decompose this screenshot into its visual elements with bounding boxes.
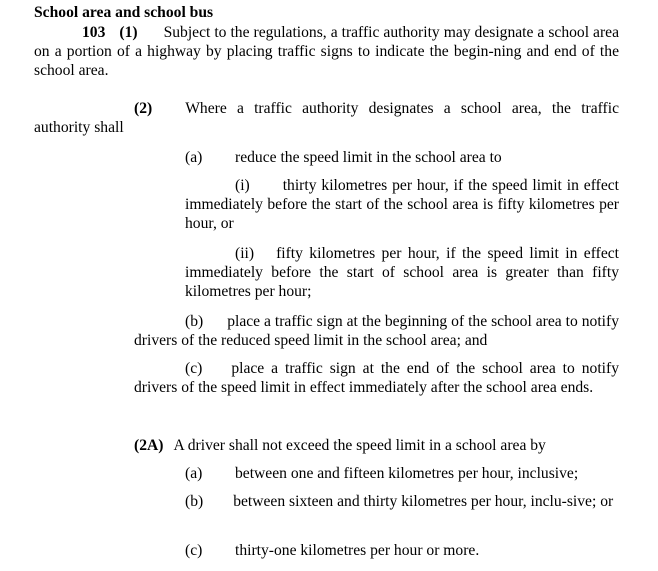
subparagraph-2a-ii-text: fifty kilometres per hour, if the speed limit in effect immediately before the start of school area is greater than fifty kilometres per hour; xyxy=(185,245,619,301)
paragraph-2A-c-text: thirty-one kilometres per hour or more. xyxy=(235,542,480,559)
subsection-2 xyxy=(34,99,619,137)
subsection-1 xyxy=(34,23,619,81)
paragraph-2b-text: place a traffic sign at the beginning of the school area to notify drivers of the reduced speed limit in the school area; and xyxy=(134,313,619,350)
paragraph-2c-label: (c) xyxy=(185,360,203,377)
subsection-1-text: Subject to the regulations, a traffic authority may designate a school area on a portion of a highway by placing traffic signs to indicate the begin-ning and end of the school area. xyxy=(34,24,619,80)
paragraph-2A-b-text: between sixteen and thirty kilometres per hour, inclu-sive; or xyxy=(233,493,614,510)
paragraph-2A-a-label: (a) xyxy=(185,465,203,482)
paragraph-2A-c-label: (c) xyxy=(185,542,203,559)
subsection-1-number: (1) xyxy=(119,24,138,41)
paragraph-2a-text: reduce the speed limit in the school area to xyxy=(235,149,502,166)
subsection-2A-intro: A driver shall not exceed the speed limit in a school area by xyxy=(173,437,546,454)
subparagraph-2a-ii-label: (ii) xyxy=(235,245,255,262)
paragraph-2A-a-text: between one and fifteen kilometres per hour, inclusive; xyxy=(235,465,579,482)
section-number: 103 xyxy=(82,24,106,41)
paragraph-2c xyxy=(134,359,619,397)
paragraph-2a-label: (a) xyxy=(185,149,203,166)
subsection-2A xyxy=(134,436,546,455)
paragraph-2A-b xyxy=(134,492,619,511)
paragraph-2b-label: (b) xyxy=(185,313,204,330)
subparagraph-2a-i xyxy=(185,176,619,234)
paragraph-2b xyxy=(134,312,619,350)
subsection-2-intro: Where a traffic authority designates a school area, the traffic authority shall xyxy=(34,100,619,137)
subparagraph-2a-ii xyxy=(185,244,619,302)
subparagraph-2a-i-label: (i) xyxy=(235,177,250,194)
paragraph-2A-b-label: (b) xyxy=(185,493,204,510)
subsection-2-number: (2) xyxy=(134,100,153,117)
subparagraph-2a-i-text: thirty kilometres per hour, if the speed limit in effect immediately before the start of the school area is fifty kilometres per hour, or xyxy=(185,177,619,233)
paragraph-2a xyxy=(185,148,202,167)
paragraph-2c-text: place a traffic sign at the end of the school area to notify drivers of the speed limit in effect immediately after the school area ends. xyxy=(134,360,619,397)
section-heading: School area and school bus xyxy=(34,4,214,21)
subsection-2A-number: (2A) xyxy=(134,437,164,454)
